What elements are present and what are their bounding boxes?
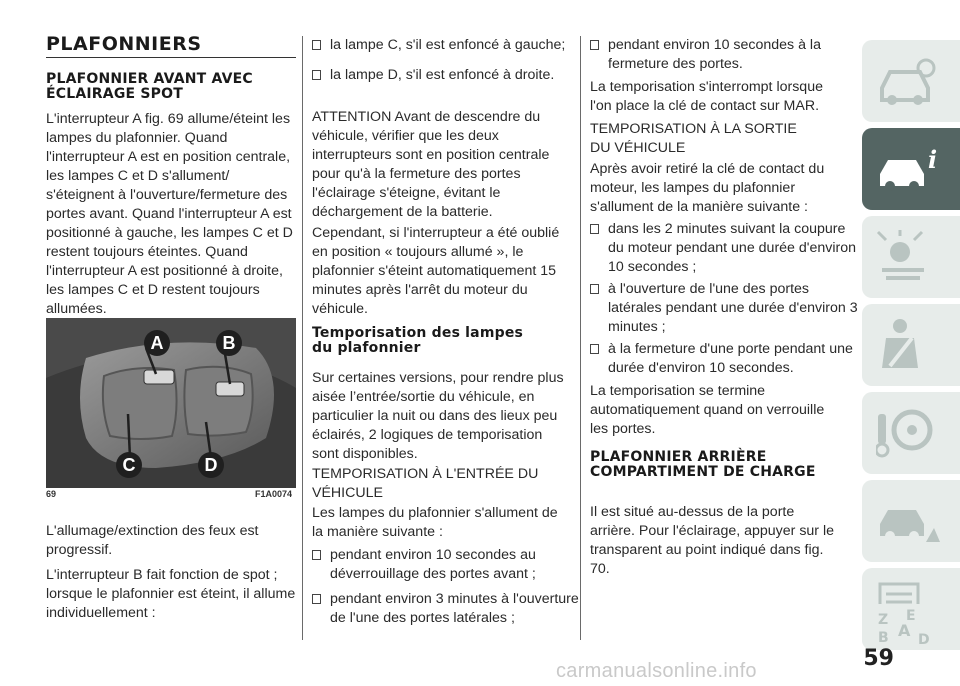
svg-text:B: B (878, 630, 889, 646)
entry-bullet-3 (590, 36, 858, 74)
exit-note: La temporisation se termine automatiquement quand on verrouille les portes. (590, 383, 825, 437)
front-light-para2: L'allumage/extinction des feux est progressif. (46, 523, 259, 558)
alphabet-index-icon (876, 608, 940, 648)
steering-key-icon (876, 406, 940, 462)
section-title: PLAFONNIERS (46, 34, 296, 58)
watermark: carmanualsonline.info (556, 660, 757, 682)
exit-bullet-3 (590, 340, 860, 378)
tab-starting-driving[interactable] (862, 392, 960, 474)
timer-heading: Temporisation des lampes du plafonnier (312, 325, 524, 356)
ceiling-light-illustration (46, 318, 296, 488)
bullet-text: la lampe C, s'il est enfoncé à gauche; (330, 37, 566, 53)
exit-bullet-2 (590, 280, 860, 337)
seatbelt-icon (876, 318, 940, 374)
figure-code: F1A0074 (254, 489, 292, 499)
callout-b: B (216, 330, 242, 356)
svg-text:Z: Z (878, 612, 889, 628)
checkbox-icon (312, 40, 321, 50)
callout-c: C (116, 452, 142, 478)
entry-bullet-2 (312, 590, 580, 628)
bullet-text: à l'ouverture de l'une des portes latérales pendant une durée d'environ 3 minutes ; (608, 281, 858, 335)
car-info-icon (876, 142, 940, 198)
front-light-para3: L'interrupteur B fait fonction de spot ; lorsque le plafonnier est éteint, il allume individuellement : (46, 567, 296, 621)
checkbox-icon (312, 550, 321, 560)
tab-warning-lights[interactable] (862, 216, 960, 298)
bullet-text: pendant environ 10 secondes au déverrouillage des portes avant ; (330, 547, 536, 582)
spot-bullet-d (312, 66, 585, 85)
entry-text: Les lampes du plafonnier s'allument de la manière suivante : (312, 505, 558, 540)
rear-light-text: Il est situé au-dessus de la porte arrière. Pour l'éclairage, appuyer sur le transparent au point indiqué dans fig. 70. (590, 504, 835, 577)
callout-d: D (198, 452, 224, 478)
checkbox-icon (312, 594, 321, 604)
svg-text:D: D (918, 632, 930, 648)
spot-bullet-c (312, 36, 585, 55)
attention-note: ATTENTION Avant de descendre du véhicule, vérifier que les deux interrupteurs sont en position centrale pour qu'à la fermeture des portes l'éclairage s'éteigne, évitant le déchargement de la batterie. (312, 109, 550, 220)
checkbox-icon (590, 284, 599, 294)
figure-number: 69 (46, 489, 57, 499)
front-light-para4: Cependant, si l'interrupteur a été oublié en position « toujours allumé », le plafonnier s'éteint automatiquement 15 minutes après l'arrêt du moteur du véhicule. (312, 225, 560, 317)
tab-index[interactable] (862, 604, 960, 650)
entry-bullet-1 (312, 546, 580, 584)
page-number: 59 (863, 646, 894, 671)
tab-car-overview[interactable] (862, 40, 960, 122)
svg-text:A: A (898, 621, 911, 640)
bullet-text: à la fermeture d'une porte pendant une durée d'environ 10 secondes. (608, 341, 853, 376)
timer-intro: Sur certaines versions, pour rendre plus aisée l’entrée/sortie du véhicule, en particulier la nuit ou dans des lieux peu éclairés, 2 logiques de temporisation sont disponibles. (312, 370, 564, 462)
front-light-para1: L'interrupteur A fig. 69 allume/éteint les lampes du plafonnier. Quand l'interrupteur A est en position centrale, les lampes C et D s'allument/ s'éteignent à l'ouverture/fermeture des portes avant. Quand l'interrupteur A est positionné à gauche, les lampes C et D restent toujours éteintes. Quand l'interrupteur A est positionné à droite, les lampes C et D restent toujours allumées. (46, 111, 293, 317)
bullet-text: pendant environ 10 secondes à la fermeture des portes. (608, 37, 821, 72)
tab-emergency[interactable] (862, 480, 960, 562)
car-breakdown-icon (876, 494, 940, 550)
bullet-text: la lampe D, s'il est enfoncé à droite. (330, 67, 555, 83)
exit-bullet-1 (590, 220, 860, 277)
tab-car-info[interactable] (862, 128, 960, 210)
svg-text:E: E (906, 608, 916, 624)
checkbox-icon (590, 40, 599, 50)
tab-safety[interactable] (862, 304, 960, 386)
column-divider-1 (302, 36, 303, 640)
checkbox-icon (590, 224, 599, 234)
callout-a: A (144, 330, 170, 356)
entry-note: La temporisation s'interrompt lorsque l'on place la clé de contact sur MAR. (590, 79, 823, 114)
rear-light-heading: PLAFONNIER ARRIÈRE COMPARTIMENT DE CHARGE (590, 449, 816, 480)
warning-light-icon (876, 230, 940, 286)
exit-text: Après avoir retiré la clé de contact du moteur, les lampes du plafonnier s'allument de la manière suivante : (590, 161, 825, 215)
front-light-heading: PLAFONNIER AVANT AVEC ÉCLAIRAGE SPOT (46, 71, 253, 102)
checkbox-icon (312, 70, 321, 80)
checkbox-icon (590, 344, 599, 354)
bullet-text: pendant environ 3 minutes à l'ouverture de l'une des portes latérales ; (330, 591, 579, 626)
column-divider-2 (580, 36, 581, 640)
figure-69 (46, 318, 296, 506)
car-search-icon (876, 54, 940, 110)
figure-caption (46, 489, 296, 499)
entry-title: TEMPORISATION À L'ENTRÉE DU VÉHICULE (312, 466, 539, 501)
svg-text:i: i (928, 145, 938, 174)
exit-title: TEMPORISATION À LA SORTIE DU VÉHICULE (590, 121, 797, 156)
bullet-text: dans les 2 minutes suivant la coupure du moteur pendant une durée d'environ 10 secondes ; (608, 221, 857, 275)
